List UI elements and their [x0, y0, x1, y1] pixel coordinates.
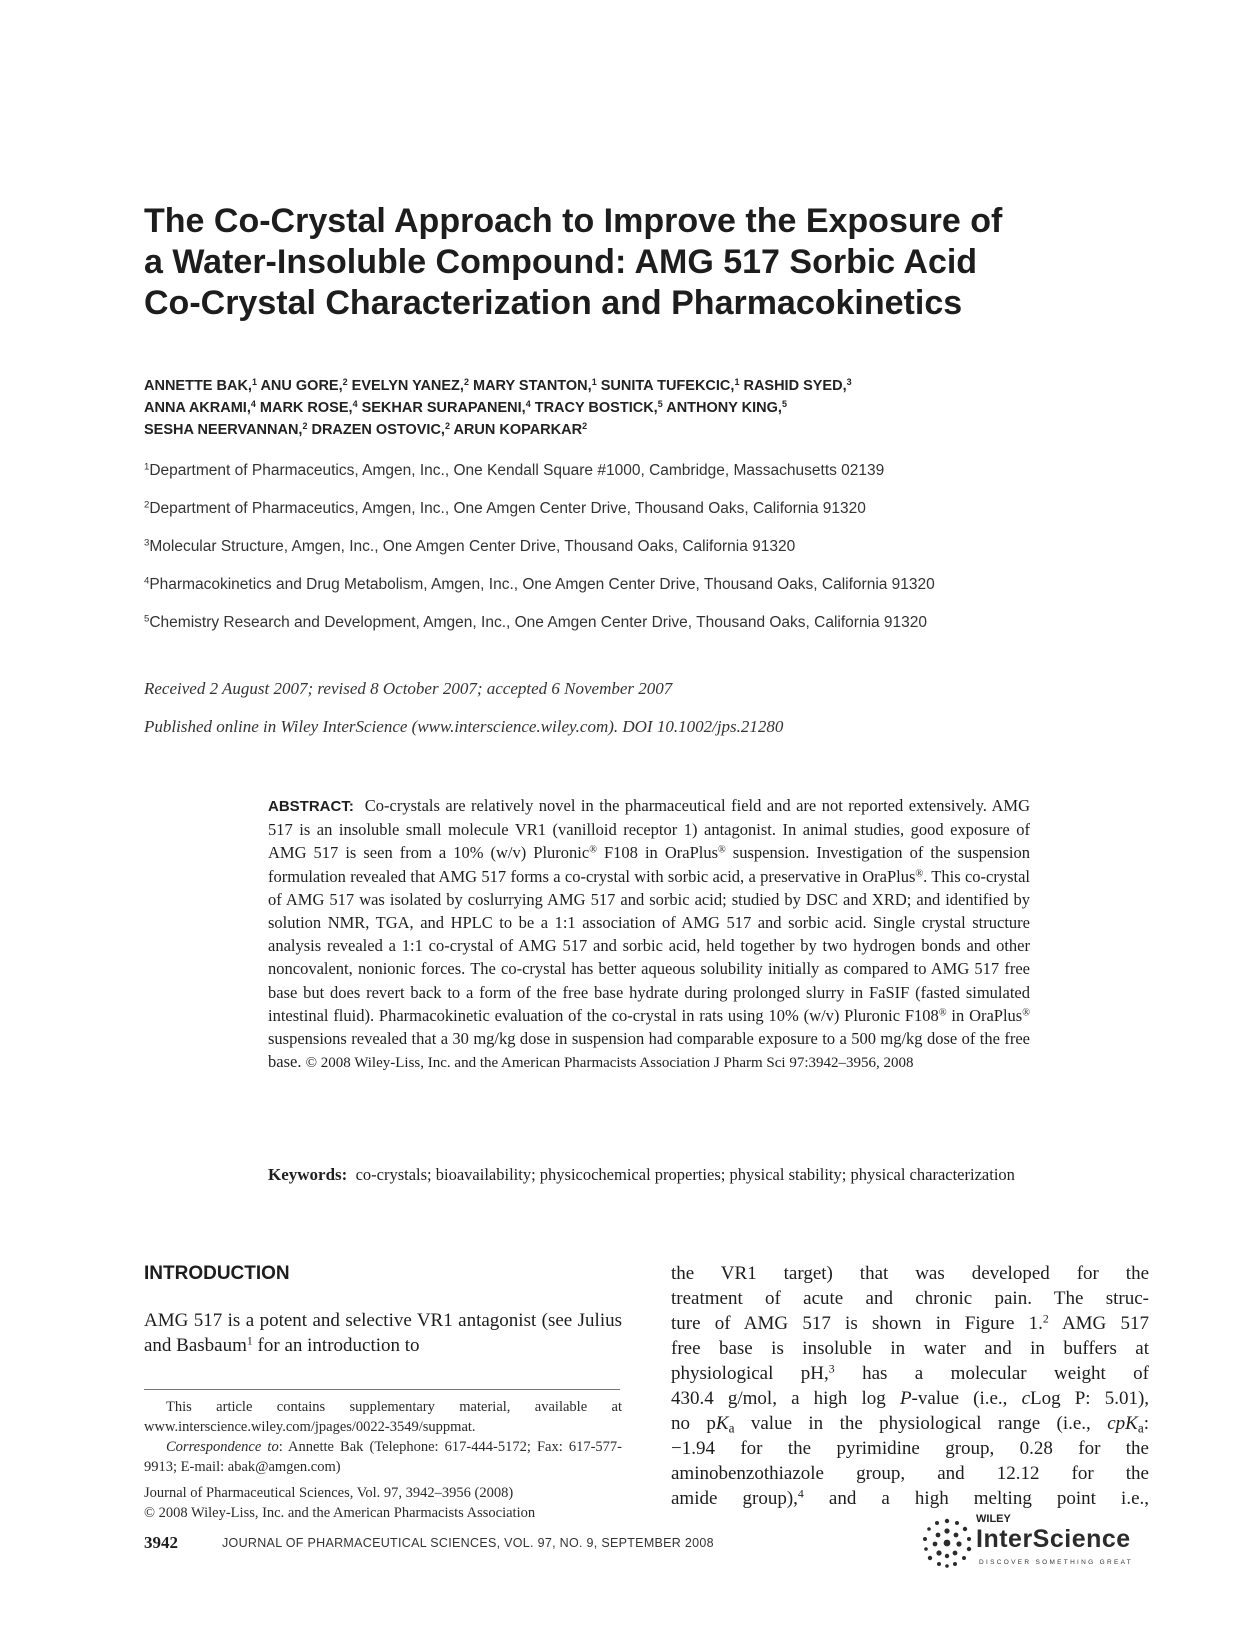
author: SESHA NEERVANNAN,$^2$ — [144, 421, 308, 438]
text-line: no $pK_a$ value in the physiological range (i.e., cpK$_a$: — [671, 1413, 1149, 1436]
author: MARK ROSE,$^4$ — [259, 399, 358, 416]
author: ANNETTE BAK,$^1$ — [144, 377, 257, 394]
wiley-interscience-logo — [921, 1513, 1161, 1573]
author: TRACY BOSTICK,$^5$ — [534, 399, 663, 416]
intro-left-column: AMG 517 is a potent and selective VR1 antagonist (see Julius and Basbaum$^1$ for an introduction to — [144, 1310, 622, 1356]
text-line: ture of AMG 517 is shown in Figure 1.$^2$ AMG 517 — [671, 1312, 1150, 1334]
author-line — [144, 375, 1104, 397]
page-number: 3942 — [144, 1533, 178, 1552]
abstract-label: ABSTRACT: — [268, 798, 354, 815]
abstract: ABSTRACT: Co-crystals are relatively novel in the pharmaceutical field and are not reported extensively. AMG 517 is an insoluble small molecule VR1 (vanilloid receptor 1) antagonist. In animal studies, good exposure of AMG 517 is seen from a 10% (w/v) Pluronic® F108 in OraPlus® suspension. Investigation of the suspension formulation revealed that AMG 517 forms a co-crystal with sorbic acid, a preservative in OraPlus®. This co-crystal of AMG 517 was isolated by coslurrying AMG 517 and sorbic acid; studied by DSC and XRD; and identified by solution NMR, TGA, and HPLC to be a 1:1 association of AMG 517 and sorbic acid. Single crystal structure analysis revealed a 1:1 co-crystal of AMG 517 and sorbic acid, held together by two hydrogen bonds and other noncovalent, nonionic forces. The co-crystal has better aqueous solubility initially as compared to AMG 517 free base but does revert back to a form of the free base hydrate during prolonged slurry in FaSIF (fasted simulated intestinal fluid). Pharmacokinetic evaluation of the co-crystal in rats using 10% (w/v) Pluronic F108® in OraPlus® suspensions revealed that a 30 mg/kg dose in suspension had comparable exposure to a 500 mg/kg dose of the free base. © 2008 Wiley-Liss, Inc. and the American Pharmacists Association J Pharm Sci 97:3942–3956, 2008 — [268, 796, 1031, 1072]
author: SUNITA TUFEKCIC,$^1$ — [600, 377, 740, 394]
article-title — [144, 201, 1104, 324]
correspondence-note: Correspondence to: Annette Bak (Telephone: 617-444-5172; Fax: 617-577-9913; E-mail: abak@amgen.com) — [144, 1439, 622, 1475]
footnotes — [144, 1397, 622, 1523]
keywords — [268, 1163, 1030, 1186]
logo-tagline: DISCOVER SOMETHING GREAT — [979, 1559, 1134, 1566]
section-heading: INTRODUCTION — [144, 1263, 290, 1284]
author: RASHID SYED,$^3$ — [743, 377, 852, 394]
text-line: −1.94 for the pyrimidine group, 0.28 for the — [671, 1438, 1149, 1459]
author: EVELYN YANEZ,$^2$ — [351, 377, 469, 394]
title-line: a Water-Insoluble Compound: AMG 517 Sorbic Acid — [144, 243, 978, 281]
author-line — [144, 397, 1104, 419]
footnote-divider — [144, 1389, 620, 1390]
keywords-text: co-crystals; bioavailability; physicochemical properties; physical stability; physical characterization — [355, 1165, 1015, 1184]
author: DRAZEN OSTOVIC,$^2$ — [311, 421, 450, 438]
author: SEKHAR SURAPANENI,$^4$ — [361, 399, 531, 416]
affiliation: $^3$Molecular Structure, Amgen, Inc., One Amgen Center Drive, Thousand Oaks, California 91320 — [144, 537, 796, 555]
text-line: the VR1 target) that was developed for the — [671, 1263, 1149, 1284]
author: ANU GORE,$^2$ — [260, 377, 348, 394]
affiliation: $^2$Department of Pharmaceutics, Amgen, Inc., One Amgen Center Drive, Thousand Oaks, California 91320 — [144, 499, 866, 517]
received-dates: Received 2 August 2007; revised 8 October 2007; accepted 6 November 2007 — [144, 679, 673, 698]
abstract-citation: © 2008 Wiley-Liss, Inc. and the American Pharmacists Association J Pharm Sci 97:3942–3956, 2008 — [305, 1055, 914, 1072]
text-line: aminobenzothiazole group, and 12.12 for the — [671, 1463, 1149, 1484]
affiliation: $^1$Department of Pharmaceutics, Amgen, Inc., One Kendall Square #1000, Cambridge, Massachusetts 02139 — [144, 461, 885, 479]
text-line: amide group),$^4$ and a high melting point i.e., — [671, 1487, 1150, 1509]
intro-right-column — [671, 1261, 1149, 1511]
author: ARUN KOPARKAR$^2$ — [453, 421, 588, 438]
author: MARY STANTON,$^1$ — [472, 377, 597, 394]
text-line: free base is insoluble in water and in buffers at — [671, 1338, 1149, 1359]
published-online: Published online in Wiley InterScience (www.interscience.wiley.com). DOI 10.1002/jps.21280 — [144, 717, 784, 736]
journal-citation: Journal of Pharmaceutical Sciences, Vol. 97, 3942–3956 (2008) — [144, 1485, 514, 1501]
running-footer: JOURNAL OF PHARMACEUTICAL SCIENCES, VOL. 97, NO. 9, SEPTEMBER 2008 — [222, 1536, 714, 1550]
wiley-wordmark: WILEY — [976, 1513, 1011, 1525]
supplementary-note: This article contains supplementary material, available at www.interscience.wiley.com/jpages/0022-3549/suppmat. — [144, 1399, 622, 1435]
keywords-label: Keywords: — [268, 1165, 348, 1184]
copyright-note: © 2008 Wiley-Liss, Inc. and the American Pharmacists Association — [144, 1505, 536, 1521]
author: ANTHONY KING,$^5$ — [666, 399, 787, 416]
title-line: The Co-Crystal Approach to Improve the Exposure of — [144, 202, 1003, 240]
title-line: Co-Crystal Characterization and Pharmacokinetics — [144, 284, 963, 322]
globe-dots-icon — [921, 1517, 973, 1569]
affiliation: $^4$Pharmacokinetics and Drug Metabolism, Amgen, Inc., One Amgen Center Drive, Thousand Oaks, California 91320 — [144, 575, 935, 593]
text-line: 430.4 g/mol, a high log P-value (i.e., cLog P: 5.01), — [671, 1388, 1150, 1409]
interscience-wordmark: InterScience — [976, 1525, 1131, 1553]
abstract-text: Co-crystals are relatively novel in the pharmaceutical field and are not reported extensively. AMG 517 is an insoluble small molecule VR1 (vanilloid receptor 1) antagonist. In animal studies, good exposure of AMG 517 is seen from a 10% (w/v) Pluronic — [268, 796, 1030, 863]
author-list — [144, 375, 1104, 441]
text-line: physiological pH,$^3$ has a molecular weight of — [671, 1362, 1149, 1384]
text-line: treatment of acute and chronic pain. The struc- — [671, 1288, 1149, 1309]
author-line — [144, 419, 1104, 441]
affiliation: $^5$Chemistry Research and Development, Amgen, Inc., One Amgen Center Drive, Thousand Oaks, California 91320 — [144, 613, 928, 631]
author: ANNA AKRAMI,$^4$ — [144, 399, 256, 416]
